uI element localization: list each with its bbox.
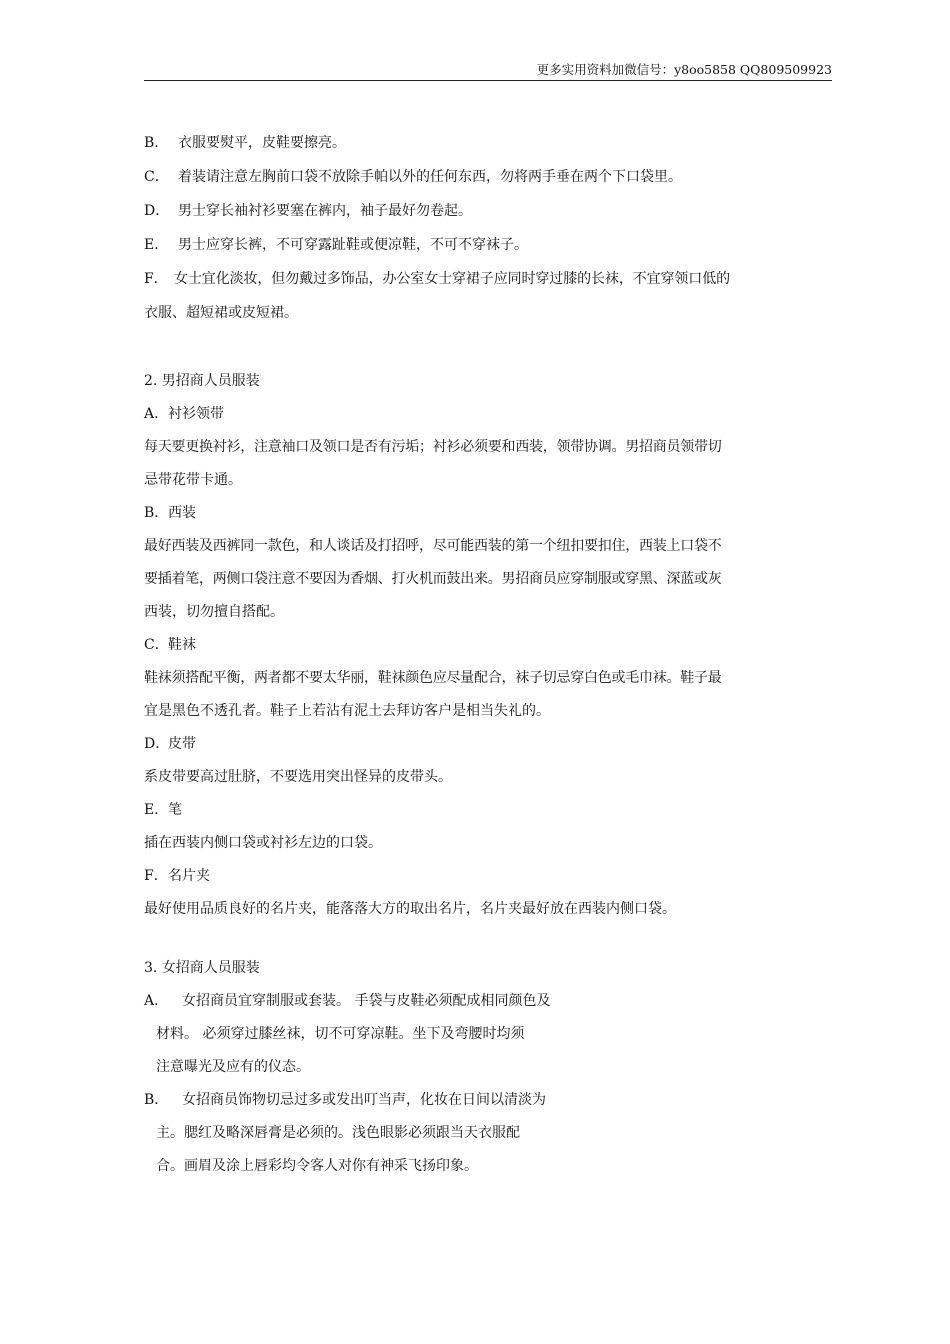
paragraph-line: 每天要更换衬衫，注意袖口及领口是否有污垢；衬衫必须要和西装，领带协调。男招商员领带切 — [144, 439, 722, 455]
list-item-continuation: 材料。 必须穿过膝丝袜，切不可穿凉鞋。坐下及弯腰时均须 — [156, 1026, 525, 1042]
section-heading: 3. 女招商人员服装 — [144, 960, 260, 976]
list-item: A． 女招商员宜穿制服或套装。 手袋与皮鞋必须配成相同颜色及 — [144, 993, 551, 1009]
list-item-continuation: 合。画眉及涂上唇彩均令客人对你有神采飞扬印象。 — [156, 1158, 478, 1174]
paragraph-line: 忌带花带卡通。 — [144, 472, 242, 488]
paragraph-line: 最好西装及西裤同一款色，和人谈话及打招呼，尽可能西装的第一个纽扣要扣住，西装上口袋不 — [144, 538, 722, 554]
paragraph-line: 西装，切勿擅自搭配。 — [144, 604, 284, 620]
list-item: C． 着装请注意左胸前口袋不放除手帕以外的任何东西，勿将两手垂在两个下口袋里。 — [144, 169, 682, 185]
paragraph-line: 系皮带要高过肚脐，不要选用突出怪异的皮带头。 — [144, 769, 452, 785]
subheading: B．西装 — [144, 505, 196, 521]
spacer — [144, 330, 834, 364]
list-item: B． 衣服要熨平，皮鞋要擦亮。 — [144, 135, 346, 151]
spacer — [144, 926, 834, 952]
list-item: D． 男士穿长袖衬衫要塞在裤内，袖子最好勿卷起。 — [144, 203, 472, 219]
list-item-continuation: 注意曝光及应有的仪态。 — [156, 1059, 310, 1075]
subheading: D．皮带 — [144, 736, 196, 752]
paragraph-line: 要插着笔，两侧口袋注意不要因为香烟、打火机而鼓出来。男招商员应穿制服或穿黑、深蓝或灰 — [144, 571, 722, 587]
paragraph-line: 宜是黑色不透孔者。鞋子上若沾有泥土去拜访客户是相当失礼的。 — [144, 703, 550, 719]
list-item: B． 女招商员饰物切忌过多或发出叮当声，化妆在日间以清淡为 — [144, 1092, 546, 1108]
list-item: F． 女士宜化淡妆，但勿戴过多饰品，办公室女士穿裙子应同时穿过膝的长袜，不宜穿领口低的 — [144, 271, 730, 287]
header-text: 更多实用资料加微信号：y8oo5858 QQ809509923 — [536, 62, 832, 77]
document-body — [144, 126, 834, 1183]
paragraph-line: 鞋袜须搭配平衡，两者都不要太华丽，鞋袜颜色应尽量配合，袜子切忌穿白色或毛巾袜。鞋子最 — [144, 670, 722, 686]
subheading: F．名片夹 — [144, 868, 210, 884]
list-item: E． 男士应穿长裤，不可穿露趾鞋或便凉鞋，不可不穿袜子。 — [144, 237, 528, 253]
page-header — [144, 60, 832, 81]
subheading: E．笔 — [144, 802, 182, 818]
section-heading: 2. 男招商人员服装 — [144, 373, 260, 389]
subheading: C．鞋袜 — [144, 637, 196, 653]
paragraph-line: 最好使用品质良好的名片夹，能落落大方的取出名片，名片夹最好放在西装内侧口袋。 — [144, 901, 676, 917]
list-item-continuation: 衣服、超短裙或皮短裙。 — [144, 305, 298, 321]
paragraph-line: 插在西装内侧口袋或衬衫左边的口袋。 — [144, 835, 382, 851]
list-item-continuation: 主。腮红及略深唇膏是必须的。浅色眼影必须跟当天衣服配 — [156, 1125, 520, 1141]
subheading: A．衬衫领带 — [144, 406, 224, 422]
